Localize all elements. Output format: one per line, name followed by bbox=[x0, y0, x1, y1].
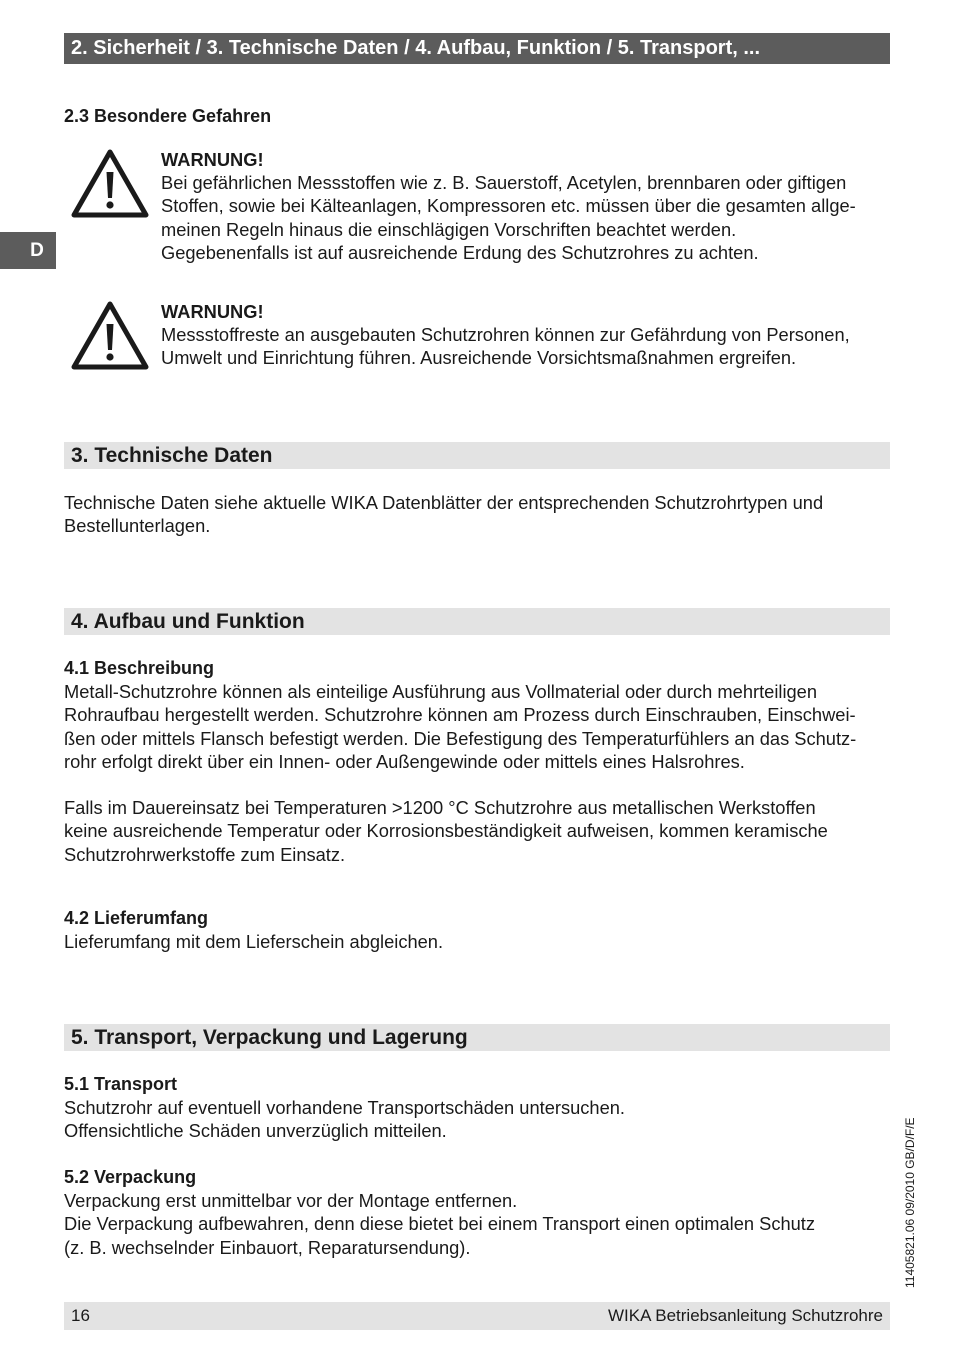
section-title-technische-daten: 3. Technische Daten bbox=[64, 442, 890, 469]
text-line: Technische Daten siehe aktuelle WIKA Datenblätter der entsprechenden Schutzrohrtypen und bbox=[64, 492, 824, 513]
warning-line: Gegebenenfalls ist auf ausreichende Erdung des Schutzrohres zu achten. bbox=[161, 241, 759, 263]
paragraph-verpackung bbox=[64, 1189, 894, 1259]
document-code: 11405821.06 09/2010 GB/D/F/E bbox=[903, 1117, 917, 1288]
text-line: Schutzrohrwerkstoffe zum Einsatz. bbox=[64, 843, 346, 865]
subheading-transport: 5.1 Transport bbox=[64, 1074, 178, 1094]
warning-title: WARNUNG! bbox=[161, 301, 264, 322]
text-line: Bestellunterlagen. bbox=[64, 515, 211, 537]
warning-line: meinen Regeln hinaus die einschlägigen Vorschriften beachtet werden. bbox=[161, 218, 737, 240]
warning-triangle-icon bbox=[70, 300, 150, 372]
text-line: Die Verpackung aufbewahren, denn diese bietet bei einem Transport einen optimalen Schutz bbox=[64, 1213, 816, 1235]
warning-text-2 bbox=[161, 300, 891, 370]
page-header-title: 2. Sicherheit / 3. Technische Daten / 4. Aufbau, Funktion / 5. Transport, ... bbox=[64, 33, 890, 64]
warning-title: WARNUNG! bbox=[161, 149, 264, 170]
text-line: Falls im Dauereinsatz bei Temperaturen >1200 °C Schutzrohre aus metallischen Werkstoffen bbox=[64, 797, 816, 818]
paragraph-lieferumfang bbox=[64, 930, 894, 953]
subheading-beschreibung: 4.1 Beschreibung bbox=[64, 658, 215, 678]
paragraph-transport bbox=[64, 1096, 894, 1143]
text-line: Offensichtliche Schäden unverzüglich mitteilen. bbox=[64, 1120, 447, 1142]
warning-line: Umwelt und Einrichtung führen. Ausreichende Vorsichtsmaßnahmen ergreifen. bbox=[161, 347, 797, 369]
page-footer bbox=[64, 1302, 890, 1330]
text-line: Metall-Schutzrohre können als einteilige Ausführung aus Vollmaterial oder durch mehrteiligen bbox=[64, 681, 818, 702]
text-line: rohr erfolgt direkt über ein Innen- oder Außengewinde oder mittels eines Halsrohres. bbox=[64, 750, 745, 772]
warning-line: Stoffen, sowie bei Kälteanlagen, Kompressoren etc. müssen über die gesamten allge- bbox=[161, 195, 856, 217]
footer-document-title: WIKA Betriebsanleitung Schutzrohre bbox=[608, 1306, 883, 1325]
subheading-lieferumfang: 4.2 Lieferumfang bbox=[64, 908, 209, 928]
text-line: Verpackung erst unmittelbar vor der Montage entfernen. bbox=[64, 1190, 518, 1211]
paragraph-technische-daten bbox=[64, 491, 894, 538]
subheading-besondere-gefahren: 2.3 Besondere Gefahren bbox=[64, 106, 272, 126]
section-title-transport-verpackung-lagerung: 5. Transport, Verpackung und Lagerung bbox=[64, 1024, 890, 1051]
text-line: Rohraufbau hergestellt werden. Schutzrohre können am Prozess durch Einschrauben, Einschwei- bbox=[64, 704, 856, 726]
section-title-aufbau-und-funktion: 4. Aufbau und Funktion bbox=[64, 608, 890, 635]
warning-line: Messstoffreste an ausgebauten Schutzrohren können zur Gefährdung von Personen, bbox=[161, 324, 850, 346]
warning-triangle-icon bbox=[70, 148, 150, 220]
text-line: keine ausreichende Temperatur oder Korrosionsbeständigkeit aufweisen, kommen keramische bbox=[64, 820, 828, 842]
text-line: ßen oder mittels Flansch befestigt werden. Die Befestigung des Temperaturfühlers an das Schutz- bbox=[64, 727, 857, 749]
text-line: Lieferumfang mit dem Lieferschein abgleichen. bbox=[64, 931, 444, 952]
paragraph-beschreibung-2 bbox=[64, 796, 894, 866]
text-line: (z. B. wechselnder Einbauort, Reparatursendung). bbox=[64, 1236, 471, 1258]
language-tab: D bbox=[0, 232, 56, 269]
subheading-verpackung: 5.2 Verpackung bbox=[64, 1167, 197, 1187]
paragraph-beschreibung-1 bbox=[64, 680, 894, 773]
warning-line: Bei gefährlichen Messstoffen wie z. B. Sauerstoff, Acetylen, brennbaren oder giftigen bbox=[161, 172, 847, 194]
text-line: Schutzrohr auf eventuell vorhandene Transportschäden untersuchen. bbox=[64, 1097, 625, 1118]
warning-text-1 bbox=[161, 148, 891, 264]
page-number: 16 bbox=[71, 1306, 90, 1325]
